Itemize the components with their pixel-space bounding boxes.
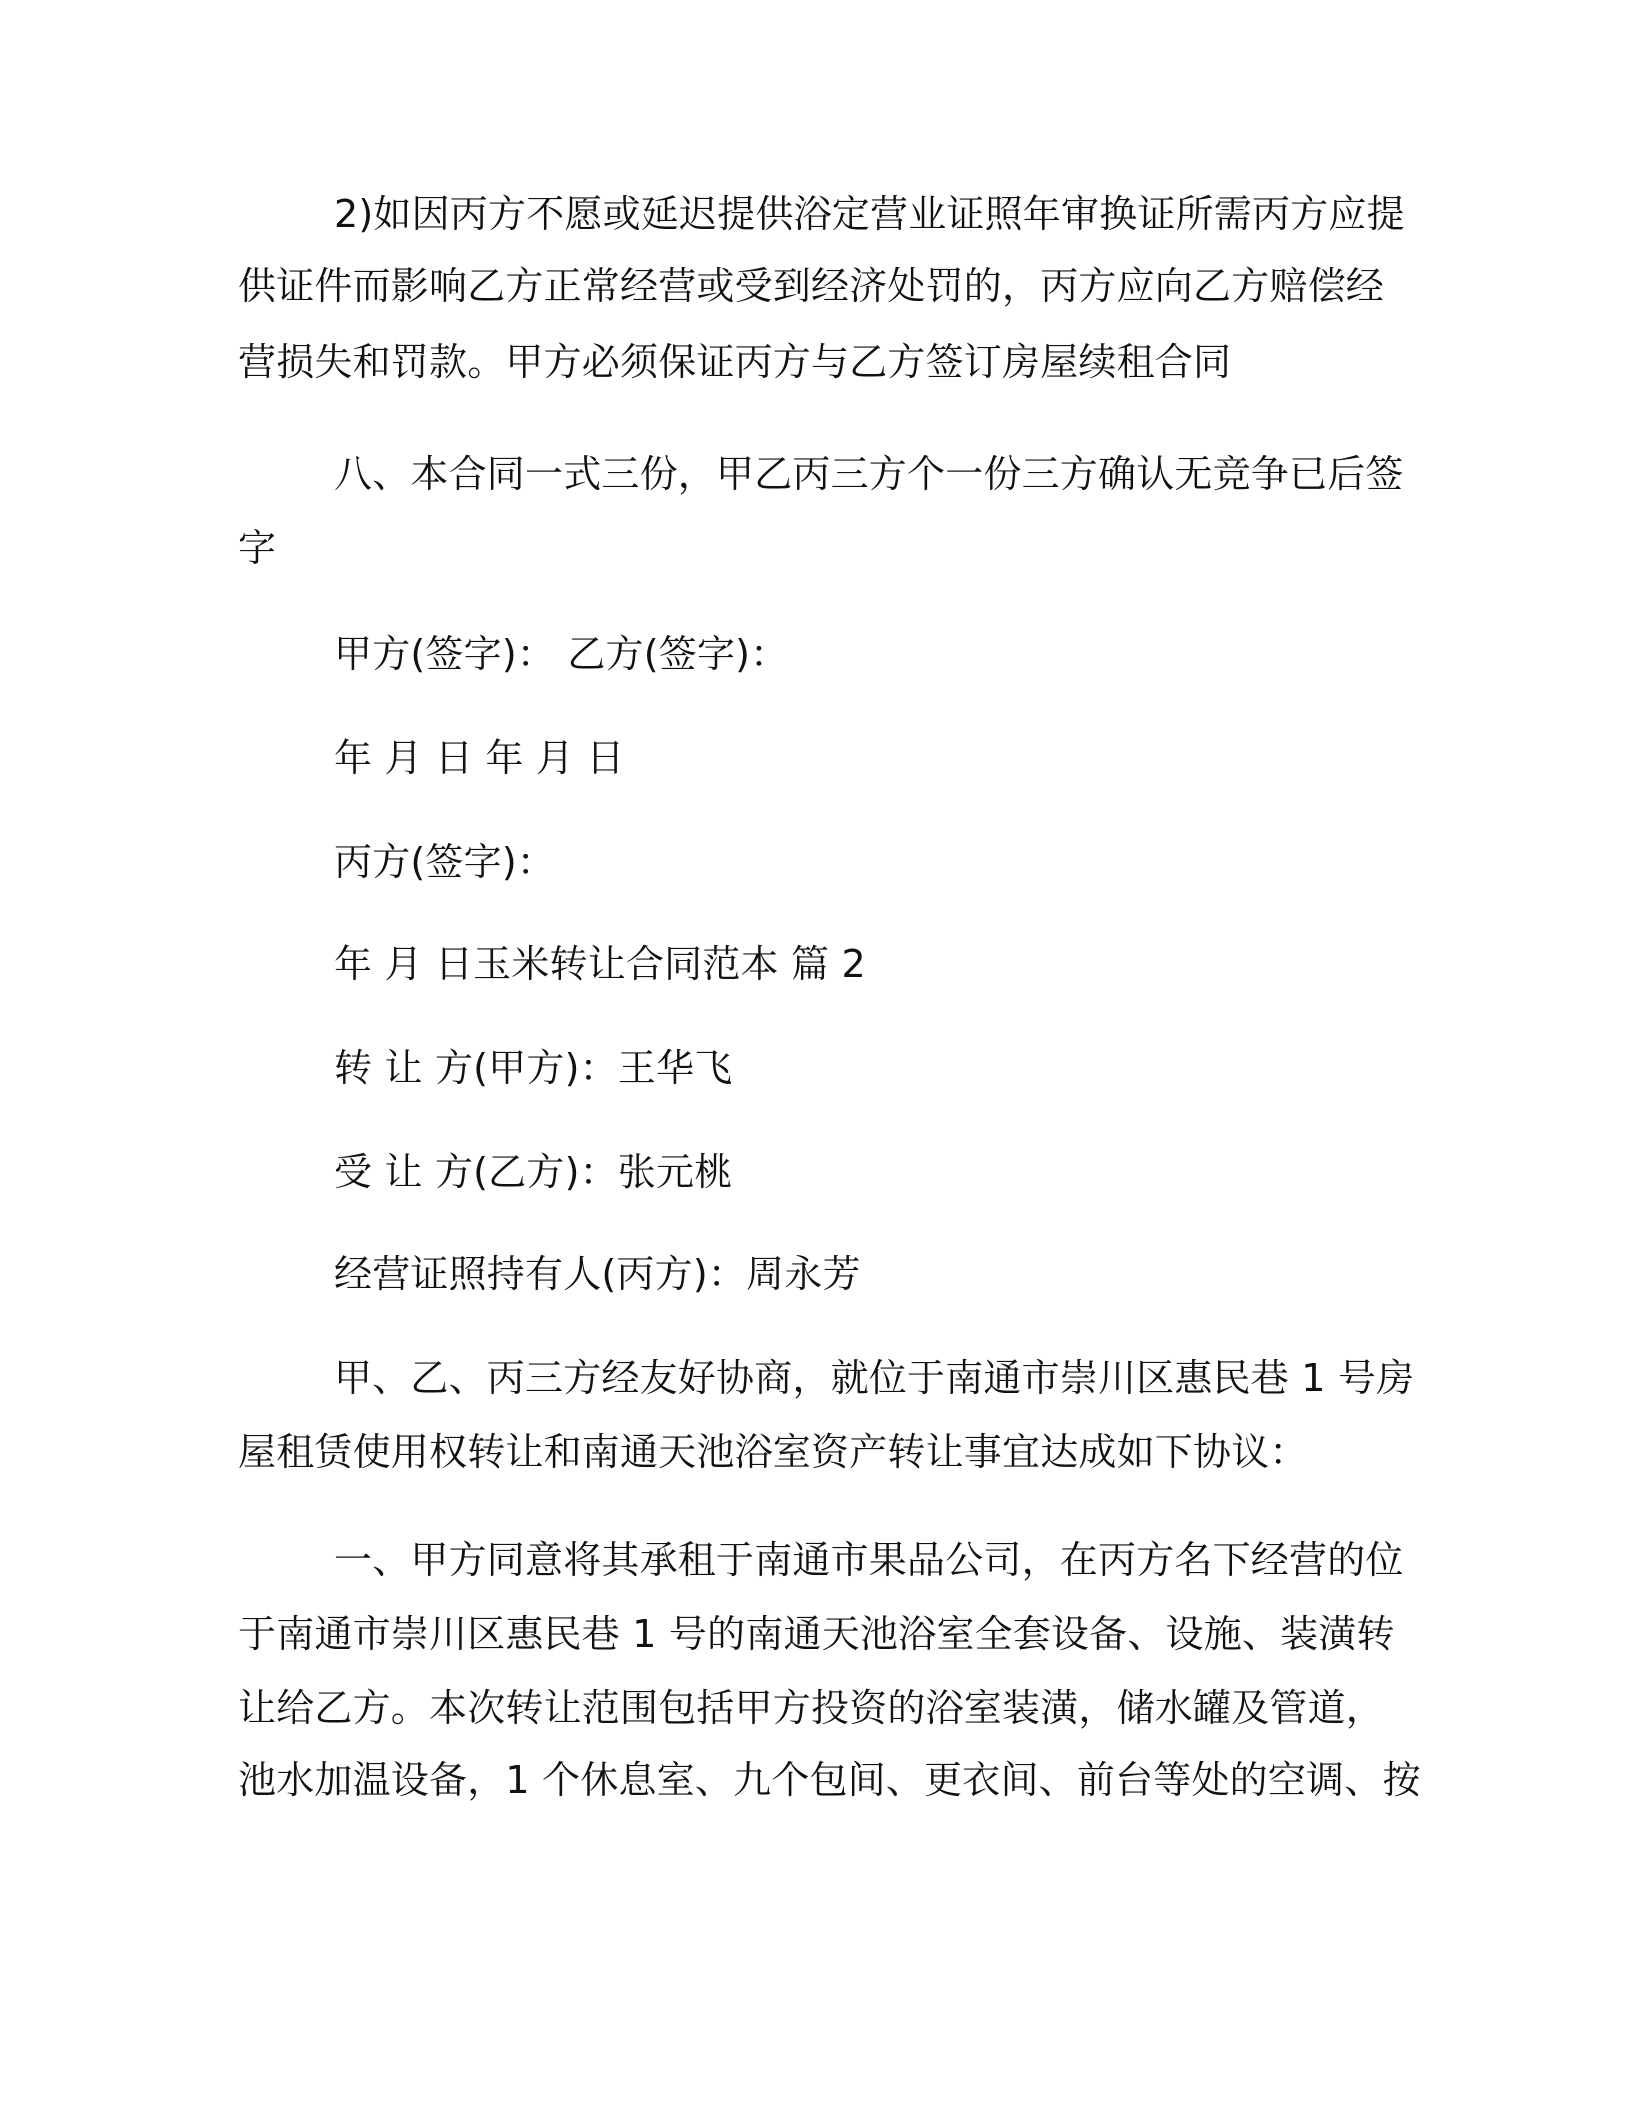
intro-line-1: 屋租赁使用权转让和南通天池浴室资产转让事宜达成如下协议：	[238, 1430, 1308, 1474]
clause-1-line-2: 让给乙方。本次转让范围包括甲方投资的浴室装潢，储水罐及管道，	[238, 1686, 1385, 1730]
clause-1-line-1: 于南通市崇川区惠民巷 1 号的南通天池浴室全套设备、设施、装潢转	[238, 1612, 1395, 1656]
section-title-line: 年 月 日玉米转让合同范本 篇 2	[334, 942, 866, 986]
transferee-line: 受 让 方(乙方)：张元桃	[334, 1150, 733, 1194]
signature-party-a-b: 甲方(签字)： 乙方(签字)：	[334, 632, 789, 676]
paragraph-1-line-1: 字	[238, 526, 277, 570]
signature-party-c: 丙方(签字)：	[334, 840, 556, 884]
clause-1-line-0: 一、甲方同意将其承租于南通市果品公司，在丙方名下经营的位	[334, 1538, 1404, 1582]
intro-line-0: 甲、乙、丙三方经友好协商，就位于南通市崇川区惠民巷 1 号房	[334, 1356, 1415, 1400]
transferor-line: 转 让 方(甲方)：王华飞	[334, 1046, 733, 1090]
paragraph-1-line-0: 八、本合同一式三份，甲乙丙三方个一份三方确认无竞争已后签	[334, 452, 1404, 496]
signature-date-line: 年 月 日 年 月 日	[334, 736, 625, 780]
license-holder-line: 经营证照持有人(丙方)：周永芳	[334, 1252, 861, 1296]
clause-1-line-3: 池水加温设备，1 个休息室、九个包间、更衣间、前台等处的空调、按	[238, 1758, 1421, 1802]
paragraph-0-line-1: 供证件而影响乙方正常经营或受到经济处罚的，丙方应向乙方赔偿经	[238, 264, 1385, 308]
paragraph-0-line-0: 2)如因丙方不愿或延迟提供浴定营业证照年审换证所需丙方应提	[334, 192, 1405, 236]
paragraph-0-line-2: 营损失和罚款。甲方必须保证丙方与乙方签订房屋续租合同	[238, 340, 1232, 384]
